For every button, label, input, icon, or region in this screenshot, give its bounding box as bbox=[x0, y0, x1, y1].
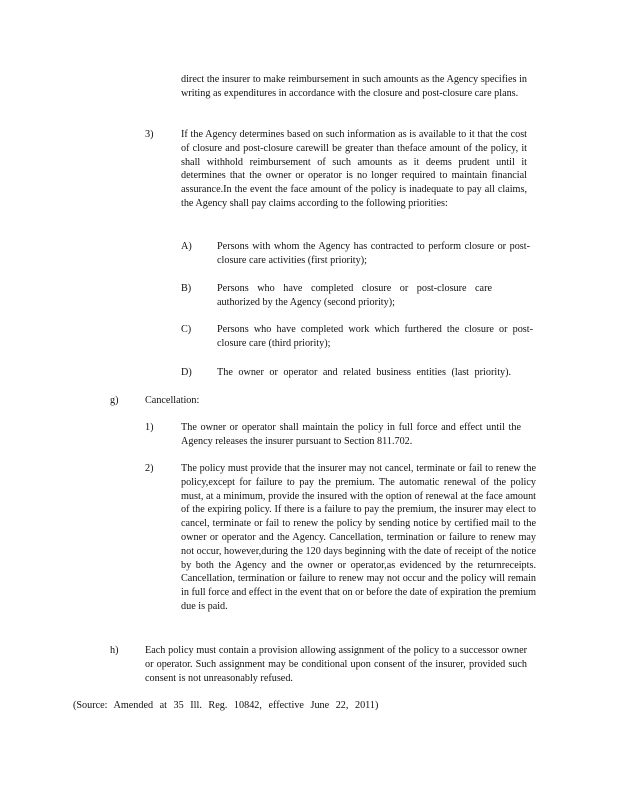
item-h-label: h) bbox=[110, 645, 119, 656]
item-A-paragraph: Persons with whom the Agency has contracted to perform closure or post-closure care activities (first priority); bbox=[217, 241, 530, 266]
item-C-label: C) bbox=[181, 324, 192, 335]
item-3-label: 3) bbox=[145, 129, 154, 140]
item-3-paragraph: If the Agency determines based on such information as is available to it that the cost of closure and post-closure carewill be greater than theface amount of the policy, it shall withhold reimbursement of such amounts as it deems prudent until it determines that the owner or operator is no longer required to maintain financial assurance.In the event the face amount of the policy is inadequate to pay all claims, the Agency shall pay claims according to the following priorities: bbox=[181, 129, 527, 209]
item-C-paragraph: Persons who have completed work which furthered the closure or post-closure care (third priority); bbox=[217, 324, 533, 349]
item-g1-label: 1) bbox=[145, 422, 154, 433]
source-note: (Source: Amended at 35 Ill. Reg. 10842, effective June 22, 2011) bbox=[73, 700, 379, 711]
item-D-label: D) bbox=[181, 367, 192, 378]
item-g2-paragraph: The policy must provide that the insurer may not cancel, terminate or fail to renew the policy,except for failure to pay the premium. The automatic renewal of the policy must, at a minimum, provide the insured with the option of renewal at the face amount of the expiring policy. If there is a failure to pay the premium, the insurer may elect to cancel, terminate or fail to renew the policy by sending notice by certified mail to the owner or operator and the Agency. Cancellation, termination or failure to renew may not occur, however,during the 120 days beginning with the date of receipt of the notice by both the Agency and the owner or operator,as evidenced by the returnreceipts. Cancellation, termination or failure to renew may not occur and the policy will remain in full force and effect in the event that on or before the date of expiration the premium due is paid. bbox=[181, 463, 536, 612]
item-h-paragraph: Each policy must contain a provision allowing assignment of the policy to a successor owner or operator. Such assignment may be conditional upon consent of the insurer, provided such consent is not unreasonably refused. bbox=[145, 645, 527, 684]
item-g-label: g) bbox=[110, 395, 119, 406]
item-g2-label: 2) bbox=[145, 463, 154, 474]
continuation-paragraph: direct the insurer to make reimbursement in such amounts as the Agency specifies in writing as expenditures in accordance with the closure and post-closure care plans. bbox=[181, 74, 527, 99]
item-g1-paragraph: The owner or operator shall maintain the policy in full force and effect until the Agency releases the insurer pursuant to Section 811.702. bbox=[181, 422, 521, 447]
item-D-paragraph: The owner or operator and related business entities (last priority). bbox=[217, 367, 512, 378]
item-B-paragraph: Persons who have completed closure or post-closure care authorized by the Agency (second priority); bbox=[217, 283, 492, 308]
item-B-label: B) bbox=[181, 283, 192, 294]
item-A-label: A) bbox=[181, 241, 192, 252]
item-g-heading: Cancellation: bbox=[145, 395, 200, 406]
